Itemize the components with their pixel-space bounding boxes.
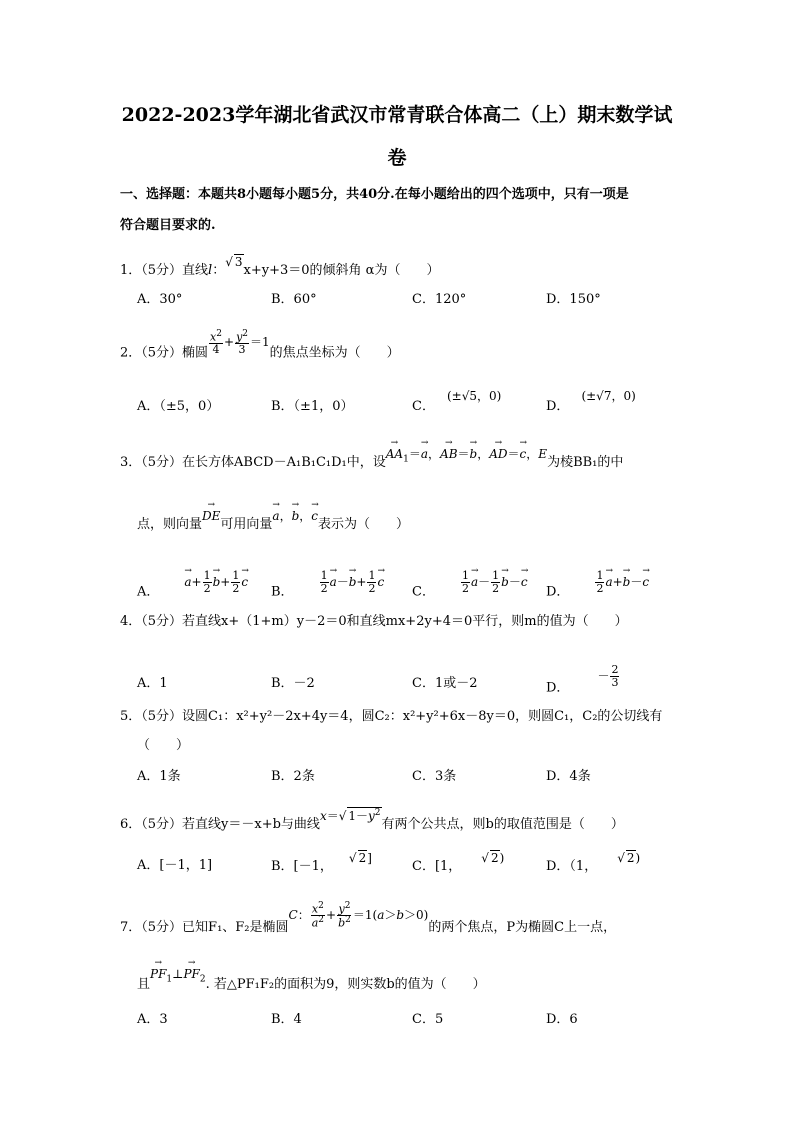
question-4 — [120, 614, 628, 630]
question-1-sqrt3: √ 3 — [225, 255, 243, 269]
question-3-option-b-expression: $\frac{1}{2}$ → a－→ b+ $\frac{1}{2}$ → c — [319, 575, 385, 589]
question-3-option-c-label: C． — [412, 584, 435, 600]
question-3-option-d-expression: $\frac{1}{2}$ → a+→ b－→ c — [594, 575, 649, 589]
question-7-number: 7．（5分）已知 — [120, 920, 209, 936]
question-6 — [120, 808, 624, 833]
question-6-option-b-label: B．[－1， — [271, 859, 333, 874]
question-3-option-d — [546, 569, 650, 604]
question-2 — [120, 329, 400, 366]
question-3 — [120, 447, 624, 474]
question-7-option-c: C．5 — [412, 1012, 444, 1027]
question-2-option-d-label: D． — [546, 399, 570, 414]
question-1-option-c: C．120° — [412, 292, 467, 307]
question-7-line2 — [137, 967, 486, 996]
question-2-option-c-label: C． — [412, 399, 435, 414]
question-1-colon: ： — [212, 263, 226, 278]
question-3-option-a-label: A． — [137, 584, 160, 600]
question-1-number: 1．（5分）直线 — [120, 263, 209, 278]
question-3-option-a — [137, 569, 249, 604]
question-6-option-c — [412, 851, 505, 875]
question-7-body: F₁、F₂是椭圆 — [208, 920, 289, 936]
question-3-body: ABCD－A₁B₁C₁D₁中，设 — [234, 455, 386, 470]
exam-title-line2: 卷 — [387, 147, 407, 169]
question-3-line2-a: 点，则向量 — [137, 517, 203, 532]
question-6-number: 6．（5分）若直线 — [120, 817, 222, 832]
question-6-body: y＝－x+b与曲线 — [221, 817, 320, 832]
question-3-tail: 为棱BB₁的中 — [547, 455, 624, 470]
question-6-option-d — [546, 851, 641, 875]
question-6-option-b-value: √ 2] — [348, 851, 372, 865]
section-heading-line2: 符合题目要求的. — [120, 218, 216, 233]
question-6-tail: 有两个公共点，则b的取值范围是（ ） — [381, 817, 624, 832]
question-1-line-l: l — [208, 263, 213, 278]
question-7 — [120, 901, 617, 941]
question-3-option-c-expression: $\frac{1}{2}$ → a－ $\frac{1}{2}$ → b－→ c — [460, 575, 528, 589]
question-1 — [120, 255, 440, 279]
question-5 — [120, 709, 662, 725]
question-4-option-d-label: D． — [546, 680, 570, 696]
question-5-option-b: B．2条 — [271, 769, 315, 784]
question-6-option-c-label: C．[1， — [412, 859, 462, 874]
exam-title-line1: 2022-2023学年湖北省武汉市常青联合体高二（上）期末数学试 — [121, 104, 673, 126]
question-5-option-d: D．4条 — [546, 769, 591, 784]
question-3-option-a-expression: → a+ $\frac{1}{2}$ → b+ $\frac{1}{2}$ → c — [184, 575, 248, 589]
question-3-line2-b: 可用向量 — [220, 517, 273, 532]
question-5-option-a: A．1条 — [137, 769, 181, 784]
question-4-option-d — [546, 663, 619, 700]
question-4-option-b: B．－2 — [271, 676, 315, 691]
question-2-option-d-value: (±√7，0) — [581, 389, 636, 403]
question-6-curve-equation: x＝√ $1-y^2$ — [319, 808, 381, 823]
question-3-option-b-label: B． — [271, 584, 294, 600]
question-2-option-c-value: (±√5，0) — [446, 389, 502, 403]
question-6-option-a: A．[－1，1] — [137, 858, 213, 873]
question-2-ellipse-equation: $\frac{x^2}{4}$ + $\frac{y^2}{3}$ ＝1 — [210, 329, 270, 357]
question-7-option-b: B．4 — [271, 1012, 302, 1027]
question-6-option-c-value: √ 2) — [481, 851, 505, 865]
question-5-body: C₁：x²+y²－2x+4y＝4，圆C₂：x²+y²+6x－8y＝0，则圆C₁，C₂的公切线有 — [208, 709, 663, 724]
question-2-option-c — [412, 389, 502, 415]
question-2-number: 2．（5分）椭圆 — [120, 345, 209, 361]
question-3-option-c — [412, 569, 528, 604]
question-7-line2-a: 且 — [137, 977, 151, 992]
question-4-body: x+（1+m）y－2＝0和直线mx+2y+4＝0平行，则m的值为（ ） — [221, 614, 628, 629]
section-heading-line1: 一、选择题：本题共8小题每小题5分，共40分.在每小题给出的四个选项中，只有一项是 — [120, 187, 629, 202]
question-7-ellipse-equation: C： $\frac{x^2}{a^2}$ + $\frac{y^2}{b^2}$ ＝1(a＞b＞0) — [288, 901, 429, 930]
question-7-option-a: A．3 — [137, 1012, 168, 1027]
question-2-option-d — [546, 389, 636, 415]
question-4-number: 4．（5分）若直线 — [120, 614, 222, 629]
question-3-option-d-label: D． — [546, 584, 570, 600]
question-7-option-d: D．6 — [546, 1012, 578, 1027]
question-1-option-d: D．150° — [546, 292, 601, 307]
question-6-option-d-value: √ 2) — [617, 851, 641, 865]
question-5-line2: （ ） — [137, 738, 190, 753]
question-3-number: 3．（5分）在长方体 — [120, 455, 235, 470]
question-3-line2 — [137, 509, 410, 533]
question-1-stem: x+y+3＝0的倾斜角 α为（ ） — [243, 263, 440, 278]
question-4-option-d-value: － $\frac{2}{3}$ — [597, 663, 619, 689]
question-3-vectors-abc: → a，→ b，→ c — [272, 509, 318, 523]
question-5-number: 5．（5分）设圆 — [120, 709, 209, 724]
question-4-option-a: A．1 — [137, 676, 168, 691]
question-7-line2-b: . 若△PF₁F₂的面积为9，则实数b的值为（ ） — [205, 977, 486, 992]
question-3-vector-definitions: → $AA_1=\to a$，→ AB＝→ b，→ AD＝→ c，E — [386, 447, 547, 461]
question-1-option-b: B．60° — [271, 292, 317, 307]
question-4-option-c: C．1或－2 — [412, 676, 478, 691]
question-6-option-d-label: D．（1， — [546, 859, 598, 874]
question-1-option-a: A．30° — [137, 292, 183, 307]
question-3-line2-c: 表示为（ ） — [318, 517, 410, 532]
question-2-option-a: A．（±5，0） — [137, 399, 220, 414]
question-2-stem: 的焦点坐标为（ ） — [269, 345, 400, 361]
question-3-vector-de: → DE — [202, 509, 220, 523]
question-2-option-b: B．（±1，0） — [271, 399, 354, 414]
question-3-option-b — [271, 569, 385, 604]
question-6-option-b — [271, 851, 372, 875]
question-5-option-c: C．3条 — [412, 769, 457, 784]
question-7-tail: 的两个焦点，P为椭圆C上一点， — [428, 920, 617, 936]
question-7-perpendicular-vectors: → $PF_1\perp\to PF_2$ — [150, 967, 206, 981]
